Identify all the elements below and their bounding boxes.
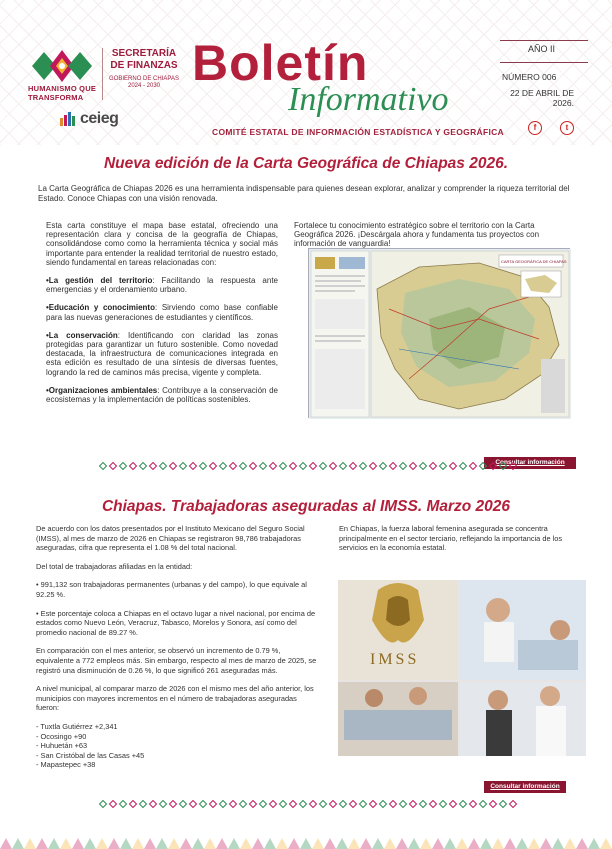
geographic-map-image[interactable] <box>308 248 570 418</box>
divider-diamond <box>240 463 247 470</box>
logo-motto <box>28 84 96 102</box>
list-item: - Ocosingo +90 <box>36 731 87 741</box>
footer-triangle <box>252 838 264 849</box>
footer-triangle <box>168 838 180 849</box>
divider-diamond <box>350 463 357 470</box>
divider-diamond <box>490 463 497 470</box>
footer-triangle <box>240 838 252 849</box>
issue-year: AÑO II <box>528 44 556 54</box>
divider-diamond <box>250 463 257 470</box>
section1-left-column <box>46 221 278 413</box>
bulletin-subtitle: Informativo <box>288 81 449 118</box>
divider-diamond <box>480 801 487 808</box>
photo-collage-graphic <box>338 580 586 756</box>
divider-diamond <box>200 801 207 808</box>
chiapas-emblem-icon <box>28 46 96 84</box>
divider-diamond <box>150 801 157 808</box>
secretaria-label <box>106 48 182 72</box>
divider-diamond <box>290 801 297 808</box>
divider-diamond <box>450 801 457 808</box>
footer-triangle <box>456 838 468 849</box>
divider-diamond <box>480 463 487 470</box>
footer-triangle <box>144 838 156 849</box>
footer-triangle <box>348 838 360 849</box>
footer-triangle <box>300 838 312 849</box>
divider-diamond <box>260 463 267 470</box>
divider-diamond <box>380 463 387 470</box>
footer-triangle <box>120 838 132 849</box>
gobierno-years: 2024 - 2030 <box>127 83 161 89</box>
issue-line-top <box>500 40 588 41</box>
issue-date: 22 DE ABRIL DE 2026. <box>510 88 574 108</box>
divider-diamond <box>400 801 407 808</box>
divider-diamond <box>510 801 517 808</box>
footer-triangle <box>72 838 84 849</box>
divider-diamond <box>440 463 447 470</box>
divider-diamond <box>190 801 197 808</box>
divider-diamond <box>360 463 367 470</box>
section2-right-text: En Chiapas, la fuerza laboral femenina asegurada se concentra principalmente en el sector terciario, reflejando la importancia de los servicios en la economía estatal. <box>339 524 563 553</box>
footer-triangle <box>396 838 408 849</box>
secretaria-line2: DE FINANZAS <box>110 60 178 71</box>
divider-diamond <box>430 463 437 470</box>
footer-triangle <box>84 838 96 849</box>
divider-diamond <box>420 801 427 808</box>
issue-line-mid <box>500 62 588 63</box>
footer-triangle <box>192 838 204 849</box>
divider-diamond <box>170 463 177 470</box>
divider-diamond <box>390 801 397 808</box>
issue-number: NÚMERO 006 <box>502 72 557 82</box>
divider-diamond <box>120 463 127 470</box>
bullet-text: : Identificando con claridad las zonas protegidas para garantizar un futuro sostenible. Como novedad destacada, la infraestructura de comunicaciones integrada en esta edición es resultado de una síntesis de diversas fuentes, logrando la red de caminos más precisa, vigente y completa. <box>46 330 278 377</box>
divider-diamond <box>340 801 347 808</box>
footer-triangle <box>336 838 348 849</box>
section1-bullet-organizaciones <box>46 386 278 404</box>
section2-paragraph: De acuerdo con los datos presentados por el Instituto Mexicano del Seguro Social (IMSS), al mes de marzo de 2026 en Chiapas se registraron 98,786 trabajadoras aseguradas, cifra que representa el 1.08 % del total nacional. <box>36 524 305 553</box>
divider-diamond <box>250 801 257 808</box>
divider-diamond <box>110 463 117 470</box>
twitter-icon[interactable]: t <box>560 121 574 135</box>
footer-triangle <box>288 838 300 849</box>
bulletin-title: Boletín <box>192 35 369 91</box>
divider-diamond <box>460 463 467 470</box>
divider-diamond <box>240 801 247 808</box>
section1-title: Nueva edición de la Carta Geográfica de Chiapas 2026. <box>103 155 509 172</box>
map-title-text: CARTA GEOGRÁFICA DE CHIAPAS <box>501 259 567 264</box>
footer-triangle <box>264 838 276 849</box>
divider-diamond <box>200 463 207 470</box>
footer-triangle <box>36 838 48 849</box>
section2-consult-button[interactable]: Consultar información <box>484 781 566 793</box>
divider-diamond <box>100 463 107 470</box>
section2-paragraph: • Este porcentaje coloca a Chiapas en el octavo lugar a nivel nacional, por encima de estados como Nuevo León, Veracruz, Tabasco, Morelos y Sonora, así como del promedio nacional de 89.27 %. <box>36 608 316 637</box>
logo-separator <box>102 48 103 100</box>
footer-pattern <box>0 820 612 849</box>
list-item: - Huhuetán +63 <box>36 741 88 751</box>
footer-triangle <box>360 838 372 849</box>
divider-diamond <box>190 463 197 470</box>
divider-diamond <box>270 463 277 470</box>
ceieg-text: ceieg <box>80 110 119 127</box>
section1-bullet-educacion <box>46 303 278 321</box>
divider-diamond <box>130 463 137 470</box>
divider-diamond <box>390 463 397 470</box>
footer-triangle <box>372 838 384 849</box>
ceieg-bars-icon <box>60 112 78 126</box>
divider-diamond <box>380 801 387 808</box>
divider-diamond <box>400 463 407 470</box>
divider-diamond <box>330 463 337 470</box>
gobierno-label <box>106 76 182 90</box>
section1-intro: La Carta Geográfica de Chiapas 2026 es una herramienta indispensable para quienes desean explorar, analizar y comprender la riqueza territorial del Estado. Conoce Chiapas con una visión renovada. <box>38 184 570 203</box>
divider-diamond <box>420 463 427 470</box>
footer-triangle <box>180 838 192 849</box>
divider-diamond <box>140 801 147 808</box>
divider-diamond <box>510 463 517 470</box>
gobierno-text: GOBIERNO DE CHIAPAS <box>109 76 179 82</box>
bullet-title: •Educación y conocimiento <box>46 303 155 313</box>
divider-diamond <box>220 463 227 470</box>
section2-paragraph: • 991,132 son trabajadoras permanentes (urbanas y del campo), lo que equivale al 92.25 %. <box>36 580 307 599</box>
footer-triangle <box>504 838 516 849</box>
facebook-icon[interactable]: f <box>528 121 542 135</box>
divider-diamond <box>410 801 417 808</box>
footer-triangle <box>540 838 552 849</box>
divider-diamond <box>350 801 357 808</box>
footer-triangle <box>60 838 72 849</box>
divider-diamond <box>370 801 377 808</box>
divider-diamond <box>220 801 227 808</box>
footer-triangle <box>408 838 420 849</box>
divider-diamond <box>430 801 437 808</box>
list-item: - Mapastepec +38 <box>36 760 96 770</box>
footer-triangle <box>588 838 600 849</box>
footer-triangle <box>96 838 108 849</box>
footer-triangle <box>564 838 576 849</box>
footer-triangle <box>228 838 240 849</box>
section1-consult-button[interactable]: Consultar información <box>484 457 576 469</box>
footer-triangle <box>0 838 12 849</box>
bullet-title: •Organizaciones ambientales <box>46 385 158 395</box>
bullet-text: : Facilitando la respuesta ante emergencias y el ordenamiento urbano. <box>46 276 278 295</box>
footer-triangle <box>216 838 228 849</box>
divider-diamond <box>460 801 467 808</box>
bullet-title: •La conservación <box>46 330 118 340</box>
header <box>0 0 612 145</box>
footer-triangle <box>420 838 432 849</box>
section2-title: Chiapas. Trabajadoras aseguradas al IMSS. Marzo 2026 <box>101 498 511 515</box>
section1-bullet-conservacion <box>46 331 278 377</box>
motto-line1: HUMANISMO QUE <box>28 84 97 93</box>
footer-triangle <box>156 838 168 849</box>
footer-triangle <box>48 838 60 849</box>
divider-diamond <box>300 463 307 470</box>
divider-diamond <box>300 801 307 808</box>
divider-diamond <box>410 463 417 470</box>
divider-diamond <box>110 801 117 808</box>
divider-diamond <box>440 801 447 808</box>
divider-diamond <box>230 801 237 808</box>
divider-diamond <box>210 801 217 808</box>
list-item: - San Cristóbal de las Casas +45 <box>36 750 145 760</box>
divider-diamond <box>330 801 337 808</box>
divider-diamond <box>470 801 477 808</box>
committee-name: COMITÉ ESTATAL DE INFORMACIÓN ESTADÍSTICA Y GEOGRÁFICA <box>212 127 504 137</box>
footer-triangle <box>204 838 216 849</box>
footer-triangle <box>576 838 588 849</box>
divider-diamond <box>180 801 187 808</box>
footer-triangle <box>480 838 492 849</box>
divider-diamond <box>140 463 147 470</box>
divider-diamond <box>100 801 107 808</box>
footer-triangle <box>24 838 36 849</box>
divider-diamond <box>490 801 497 808</box>
footer-triangle <box>444 838 456 849</box>
divider-diamond <box>290 463 297 470</box>
section2-paragraph: En comparación con el mes anterior, se observó un incremento de 0.79 %, equivalente a 772 empleos más. Sin embargo, respecto al mes de marzo de 2025, se registró una disminución de 0.26 %, lo que significó 261 aseguradas más. <box>36 646 317 675</box>
divider-diamond <box>500 801 507 808</box>
footer-triangle <box>432 838 444 849</box>
section1-right-text: Fortalece tu conocimiento estratégico sobre el territorio con la Carta Geográfica 2026. ¡Descárgala ahora y fundamenta tus proyectos con información de vanguardia! <box>294 221 540 249</box>
footer-triangle <box>324 838 336 849</box>
divider-diamond <box>310 801 317 808</box>
divider-diamond <box>150 463 157 470</box>
bullet-title: •La gestión del territorio <box>46 276 153 286</box>
list-item: - Tuxtla Gutiérrez +2,341 <box>36 721 118 731</box>
divider-diamond <box>270 801 277 808</box>
divider-diamond <box>320 463 327 470</box>
footer-triangle <box>492 838 504 849</box>
section2-paragraph: Del total de trabajadoras afiliadas en la entidad: <box>36 561 193 571</box>
section1-bullet-territorio <box>46 276 278 294</box>
divider-diamond <box>160 463 167 470</box>
divider-diamond <box>170 801 177 808</box>
divider-diamond <box>160 801 167 808</box>
footer-triangle <box>528 838 540 849</box>
map-graphic <box>309 249 571 419</box>
divider-diamond <box>120 801 127 808</box>
divider-diamond <box>180 463 187 470</box>
motto-line2: TRANSFORMA <box>28 93 84 102</box>
imss-logo-text: IMSS <box>370 651 420 668</box>
section2-paragraph: A nivel municipal, al comparar marzo de 2026 con el mismo mes del año anterior, los municipios con mayores incrementos en el número de trabajadoras aseguradas fueron: <box>36 684 314 713</box>
imss-photo-collage <box>338 580 586 756</box>
section1-paragraph: Esta carta constituye el mapa base estatal, ofreciendo una representación clara y concisa de la geografía de Chiapas, consolidándose como como la herramienta técnica y social más importante para entender la realidad territorial de nuestro estado, siendo fundamental en tareas relacionadas con: <box>46 221 278 267</box>
divider-diamond <box>320 801 327 808</box>
section-divider <box>98 800 518 808</box>
footer-triangle <box>132 838 144 849</box>
secretaria-line1: SECRETARÍA <box>111 48 177 59</box>
divider-diamond <box>230 463 237 470</box>
footer-triangle <box>384 838 396 849</box>
divider-diamond <box>470 463 477 470</box>
bullet-text: : Sirviendo como base confiable para las nuevas generaciones de estudiantes y científicos. <box>46 303 278 322</box>
footer-triangle <box>12 838 24 849</box>
divider-diamond <box>130 801 137 808</box>
footer-triangle <box>468 838 480 849</box>
divider-diamond <box>340 463 347 470</box>
footer-triangle <box>108 838 120 849</box>
section-divider <box>98 462 518 470</box>
footer-triangle <box>516 838 528 849</box>
municipios-list <box>36 722 319 770</box>
footer-triangle <box>312 838 324 849</box>
footer-triangle <box>552 838 564 849</box>
divider-diamond <box>310 463 317 470</box>
footer-triangle <box>600 838 612 849</box>
divider-diamond <box>210 463 217 470</box>
divider-diamond <box>260 801 267 808</box>
divider-diamond <box>360 801 367 808</box>
divider-diamond <box>450 463 457 470</box>
divider-diamond <box>280 801 287 808</box>
divider-diamond <box>280 463 287 470</box>
footer-triangle <box>276 838 288 849</box>
section2-left-column <box>36 524 319 770</box>
divider-diamond <box>370 463 377 470</box>
divider-diamond <box>500 463 507 470</box>
bullet-text: : Contribuye a la conservación de ecosistemas y la implementación de políticas sostenibles. <box>46 385 279 405</box>
